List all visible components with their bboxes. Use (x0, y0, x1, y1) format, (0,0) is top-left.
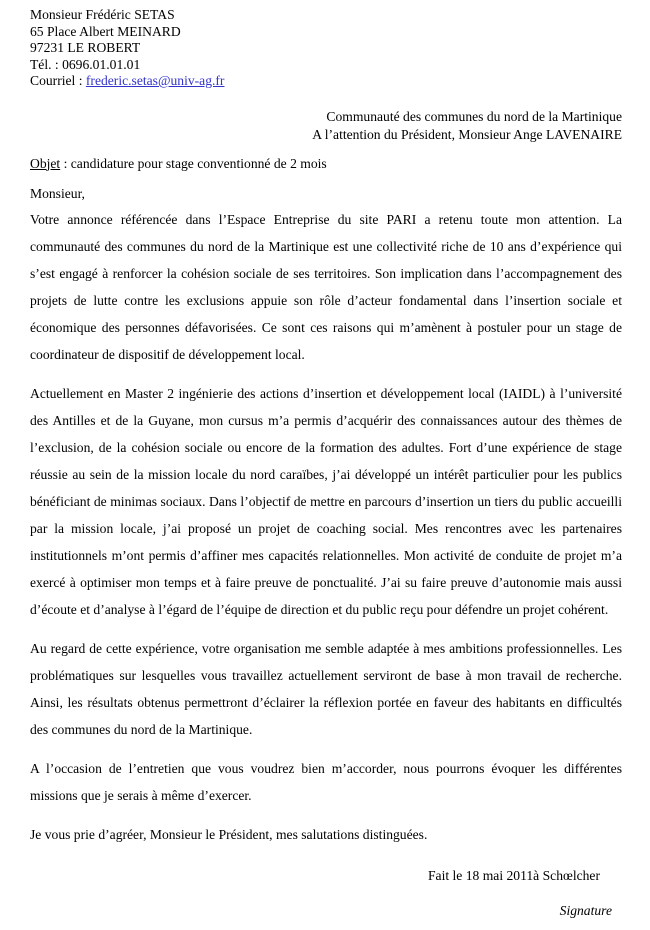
sender-email-line (30, 73, 622, 90)
sender-address-line1: 65 Place Albert MEINARD (30, 23, 181, 39)
closing-formula: Je vous prie d’agréer, Monsieur le Président, mes salutations distinguées. (30, 826, 428, 842)
paragraph-intro: Votre annonce référencée dans l’Espace Entreprise du site PARI a retenu toute mon attention. La communauté des communes du nord de la Martinique est une collectivité riche de 10 ans d’expérience qui s’est engagé à renforcer la cohésion sociale de ses territoires. Son implication dans l’accompagnement des projets de lutte contre les exclusions appuie son rôle d’acteur fondamental dans l’insertion sociale et économique des personnes défavorisées. Ce sont ces raisons qui m’amènent à postuler pour un stage de coordinateur de dispositif de développement local. (30, 211, 622, 362)
recipient-block (30, 108, 622, 145)
salutation: Monsieur, (30, 185, 85, 201)
sender-name: Monsieur Frédéric SETAS (30, 7, 175, 22)
sender-address-line2: 97231 LE ROBERT (30, 40, 141, 55)
signature-label: Signature (559, 902, 612, 918)
letter-body (30, 206, 622, 848)
subject-text: : candidature pour stage conventionné de 2 mois (60, 155, 327, 171)
subject-label: Objet (30, 155, 61, 171)
paragraph-experience: Actuellement en Master 2 ingénierie des actions d’insertion et développement local (IAIDL) à l’université des Antilles et de la Guyane, mon cursus m’a permis d’acquérir des connaissances autour des thèmes de l’exclusion, de la cohésion sociale ou encore de la formation des adultes. Fort d’une expérience de stage réussie au sein de la mission locale du nord caraïbes, j’ai développé un intérêt particulier pour les publics bénéficiant de minimas sociaux. Dans l’objectif de mettre en parcours d’insertion un tiers du public accueilli par la mission locale, j’ai proposé un projet de coaching social. Mes rencontres avec les partenaires institutionnels m’ont permis d’affiner mes capacités relationnelles. Mon activité de conduite de projet m’a exercé à optimiser mon temps et à faire preuve de ponctualité. J’ai su faire preuve d’autonomie mais aussi d’écoute et d’analyse à l’égard de l’équipe de direction et du public reçu pour défendre un projet cohérent. (30, 385, 622, 617)
paragraph-interview: A l’occasion de l’entretien que vous voudrez bien m’accorder, nous pourrons évoquer les différentes missions que je serais à même d’exercer. (30, 760, 622, 803)
sender-email-link[interactable]: frederic.setas@univ-ag.fr (85, 73, 225, 88)
subject-line (30, 155, 622, 172)
recipient-attention: A l’attention du Président, Monsieur Ange LAVENAIRE (312, 127, 622, 142)
date-place-line: Fait le 18 mai 2011à Schœlcher (427, 867, 600, 883)
paragraph-motivation: Au regard de cette expérience, votre organisation me semble adaptée à mes ambitions professionnelles. Les problématiques sur lesquelles vous travaillez actuellement serviront de base à mon travail de recherche. Ainsi, les résultats obtenus permettront d’éclairer la réflexion portée en faveur des habitants en difficultés des communes du nord de la Martinique. (30, 640, 622, 737)
sender-block (30, 7, 622, 90)
sender-phone: Tél. : 0696.01.01.01 (30, 56, 141, 72)
sender-email-label: Courriel : (30, 73, 86, 88)
recipient-organization: Communauté des communes du nord de la Martinique (326, 108, 622, 124)
